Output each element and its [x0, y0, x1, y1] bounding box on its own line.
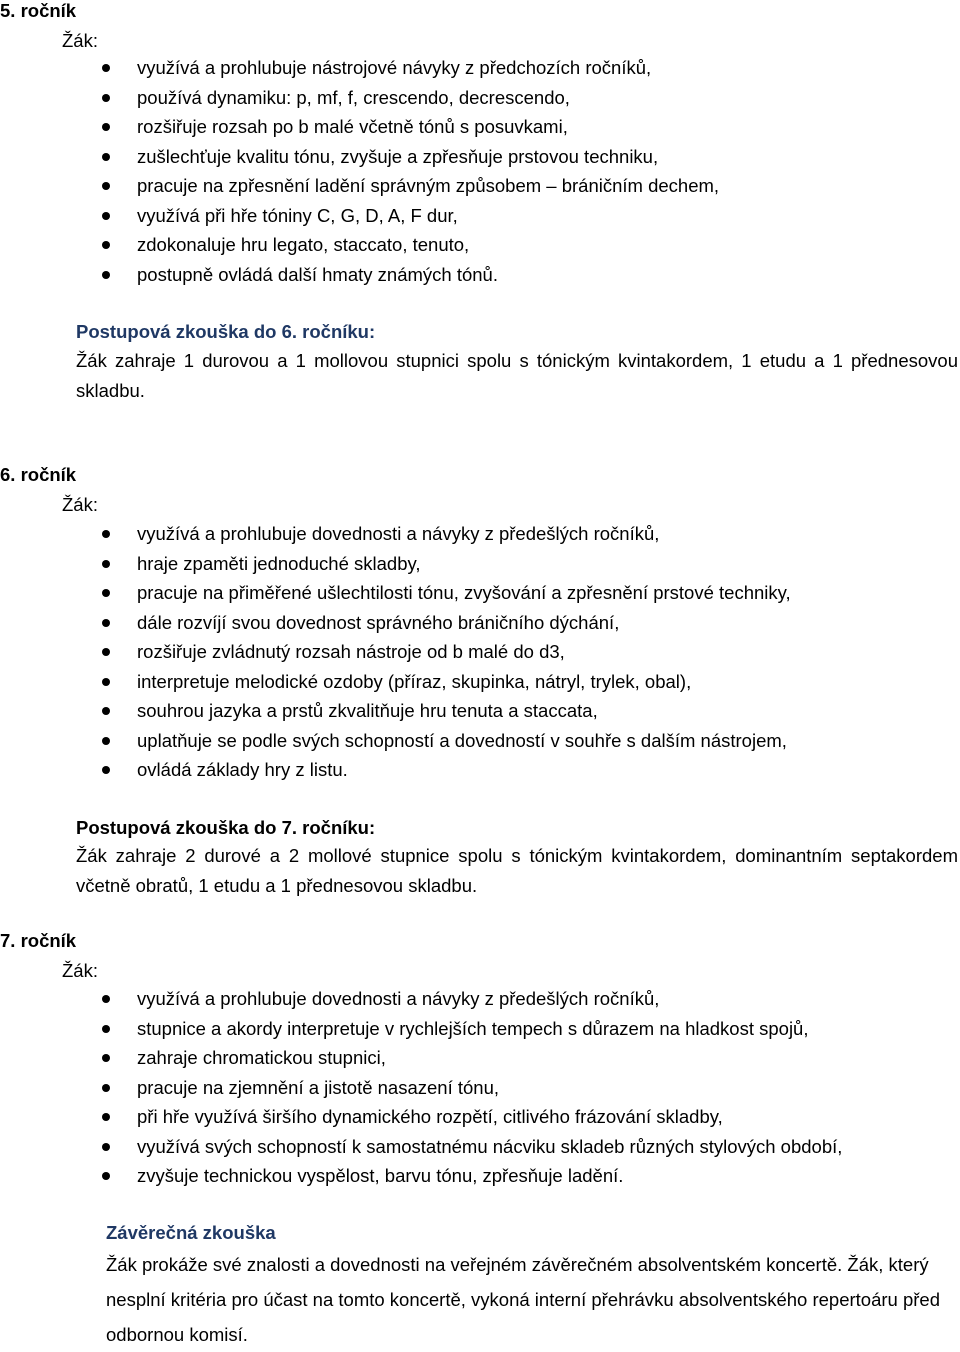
list-item: uplatňuje se podle svých schopností a dovedností v souhře s dalším nástrojem, [0, 726, 960, 756]
bullet-icon [102, 648, 110, 656]
bullet-icon [102, 94, 110, 102]
grade-7-student-label: Žák: [62, 960, 98, 981]
bullet-icon [102, 241, 110, 249]
list-item: využívá a prohlubuje dovednosti a návyky z předešlých ročníků, [0, 519, 960, 549]
bullet-icon [102, 1113, 110, 1121]
list-item: využívá při hře tóniny C, G, D, A, F dur, [0, 201, 960, 231]
grade-6-exam-title: Postupová zkouška do 6. ročníku: [76, 321, 376, 342]
bullet-icon [102, 271, 110, 279]
bullet-icon [102, 737, 110, 745]
list-item: ovládá základy hry z listu. [0, 755, 960, 785]
grade-7-outcomes-list [0, 984, 960, 1191]
bullet-icon [102, 995, 110, 1003]
bullet-icon [102, 182, 110, 190]
list-item: využívá svých schopností k samostatnému nácviku skladeb různých stylových období, [0, 1132, 960, 1162]
list-item: postupně ovládá další hmaty známých tónů. [0, 260, 960, 290]
grade-5-student-label: Žák: [62, 30, 98, 51]
list-item: zušlechťuje kvalitu tónu, zvyšuje a zpřesňuje prstovou techniku, [0, 142, 960, 172]
bullet-icon [102, 560, 110, 568]
bullet-icon [102, 707, 110, 715]
list-item: zdokonaluje hru legato, staccato, tenuto, [0, 230, 960, 260]
grade-7-exam-title: Postupová zkouška do 7. ročníku: [76, 817, 376, 838]
list-item: dále rozvíjí svou dovednost správného bráničního dýchání, [0, 608, 960, 638]
bullet-icon [102, 1143, 110, 1151]
grade-7-exam-text: Žák zahraje 2 durové a 2 mollové stupnice spolu s tónickým kvintakordem, dominantním septakordem včetně obratů, 1 etudu a 1 přednesovou skladbu. [76, 845, 958, 896]
list-item: rozšiřuje rozsah po b malé včetně tónů s posuvkami, [0, 112, 960, 142]
list-item: při hře využívá širšího dynamického rozpětí, citlivého frázování skladby, [0, 1102, 960, 1132]
list-item: pracuje na zpřesnění ladění správným způsobem – bráničním dechem, [0, 171, 960, 201]
grade-5-outcomes-list [0, 53, 960, 289]
bullet-icon [102, 530, 110, 538]
bullet-icon [102, 1172, 110, 1180]
list-item: interpretuje melodické ozdoby (příraz, skupinka, nátryl, trylek, obal), [0, 667, 960, 697]
list-item: používá dynamiku: p, mf, f, crescendo, decrescendo, [0, 83, 960, 113]
final-exam-text: Žák prokáže své znalosti a dovednosti na veřejném závěrečném absolventském koncertě. Žák, který nesplní kritéria pro účast na tomto koncertě, vykoná interní přehrávku absolventského repertoáru před odbornou komisí. [106, 1254, 940, 1345]
bullet-icon [102, 619, 110, 627]
bullet-icon [102, 153, 110, 161]
bullet-icon [102, 1025, 110, 1033]
bullet-icon [102, 766, 110, 774]
bullet-icon [102, 678, 110, 686]
list-item: využívá a prohlubuje nástrojové návyky z předchozích ročníků, [0, 53, 960, 83]
list-item: souhrou jazyka a prstů zkvalitňuje hru tenuta a staccata, [0, 696, 960, 726]
grade-5-heading: 5. ročník [0, 0, 77, 21]
list-item: stupnice a akordy interpretuje v rychlejších tempech s důrazem na hladkost spojů, [0, 1014, 960, 1044]
grade-6-exam-text: Žák zahraje 1 durovou a 1 mollovou stupnici spolu s tónickým kvintakordem, 1 etudu a 1 přednesovou skladbu. [76, 350, 958, 401]
bullet-icon [102, 123, 110, 131]
bullet-icon [102, 64, 110, 72]
grade-6-student-label: Žák: [62, 494, 98, 515]
list-item: rozšiřuje zvládnutý rozsah nástroje od b malé do d3, [0, 637, 960, 667]
bullet-icon [102, 212, 110, 220]
final-exam-title: Závěrečná zkouška [106, 1222, 276, 1243]
list-item: zahraje chromatickou stupnici, [0, 1043, 960, 1073]
list-item: pracuje na zjemnění a jistotě nasazení tónu, [0, 1073, 960, 1103]
list-item: zvyšuje technickou vyspělost, barvu tónu, zpřesňuje ladění. [0, 1161, 960, 1191]
bullet-icon [102, 589, 110, 597]
list-item: hraje zpaměti jednoduché skladby, [0, 549, 960, 579]
grade-7-heading: 7. ročník [0, 930, 77, 951]
bullet-icon [102, 1054, 110, 1062]
list-item: pracuje na přiměřené ušlechtilosti tónu, zvyšování a zpřesnění prstové techniky, [0, 578, 960, 608]
grade-6-outcomes-list [0, 519, 960, 785]
list-item: využívá a prohlubuje dovednosti a návyky z předešlých ročníků, [0, 984, 960, 1014]
grade-6-heading: 6. ročník [0, 464, 77, 485]
bullet-icon [102, 1084, 110, 1092]
